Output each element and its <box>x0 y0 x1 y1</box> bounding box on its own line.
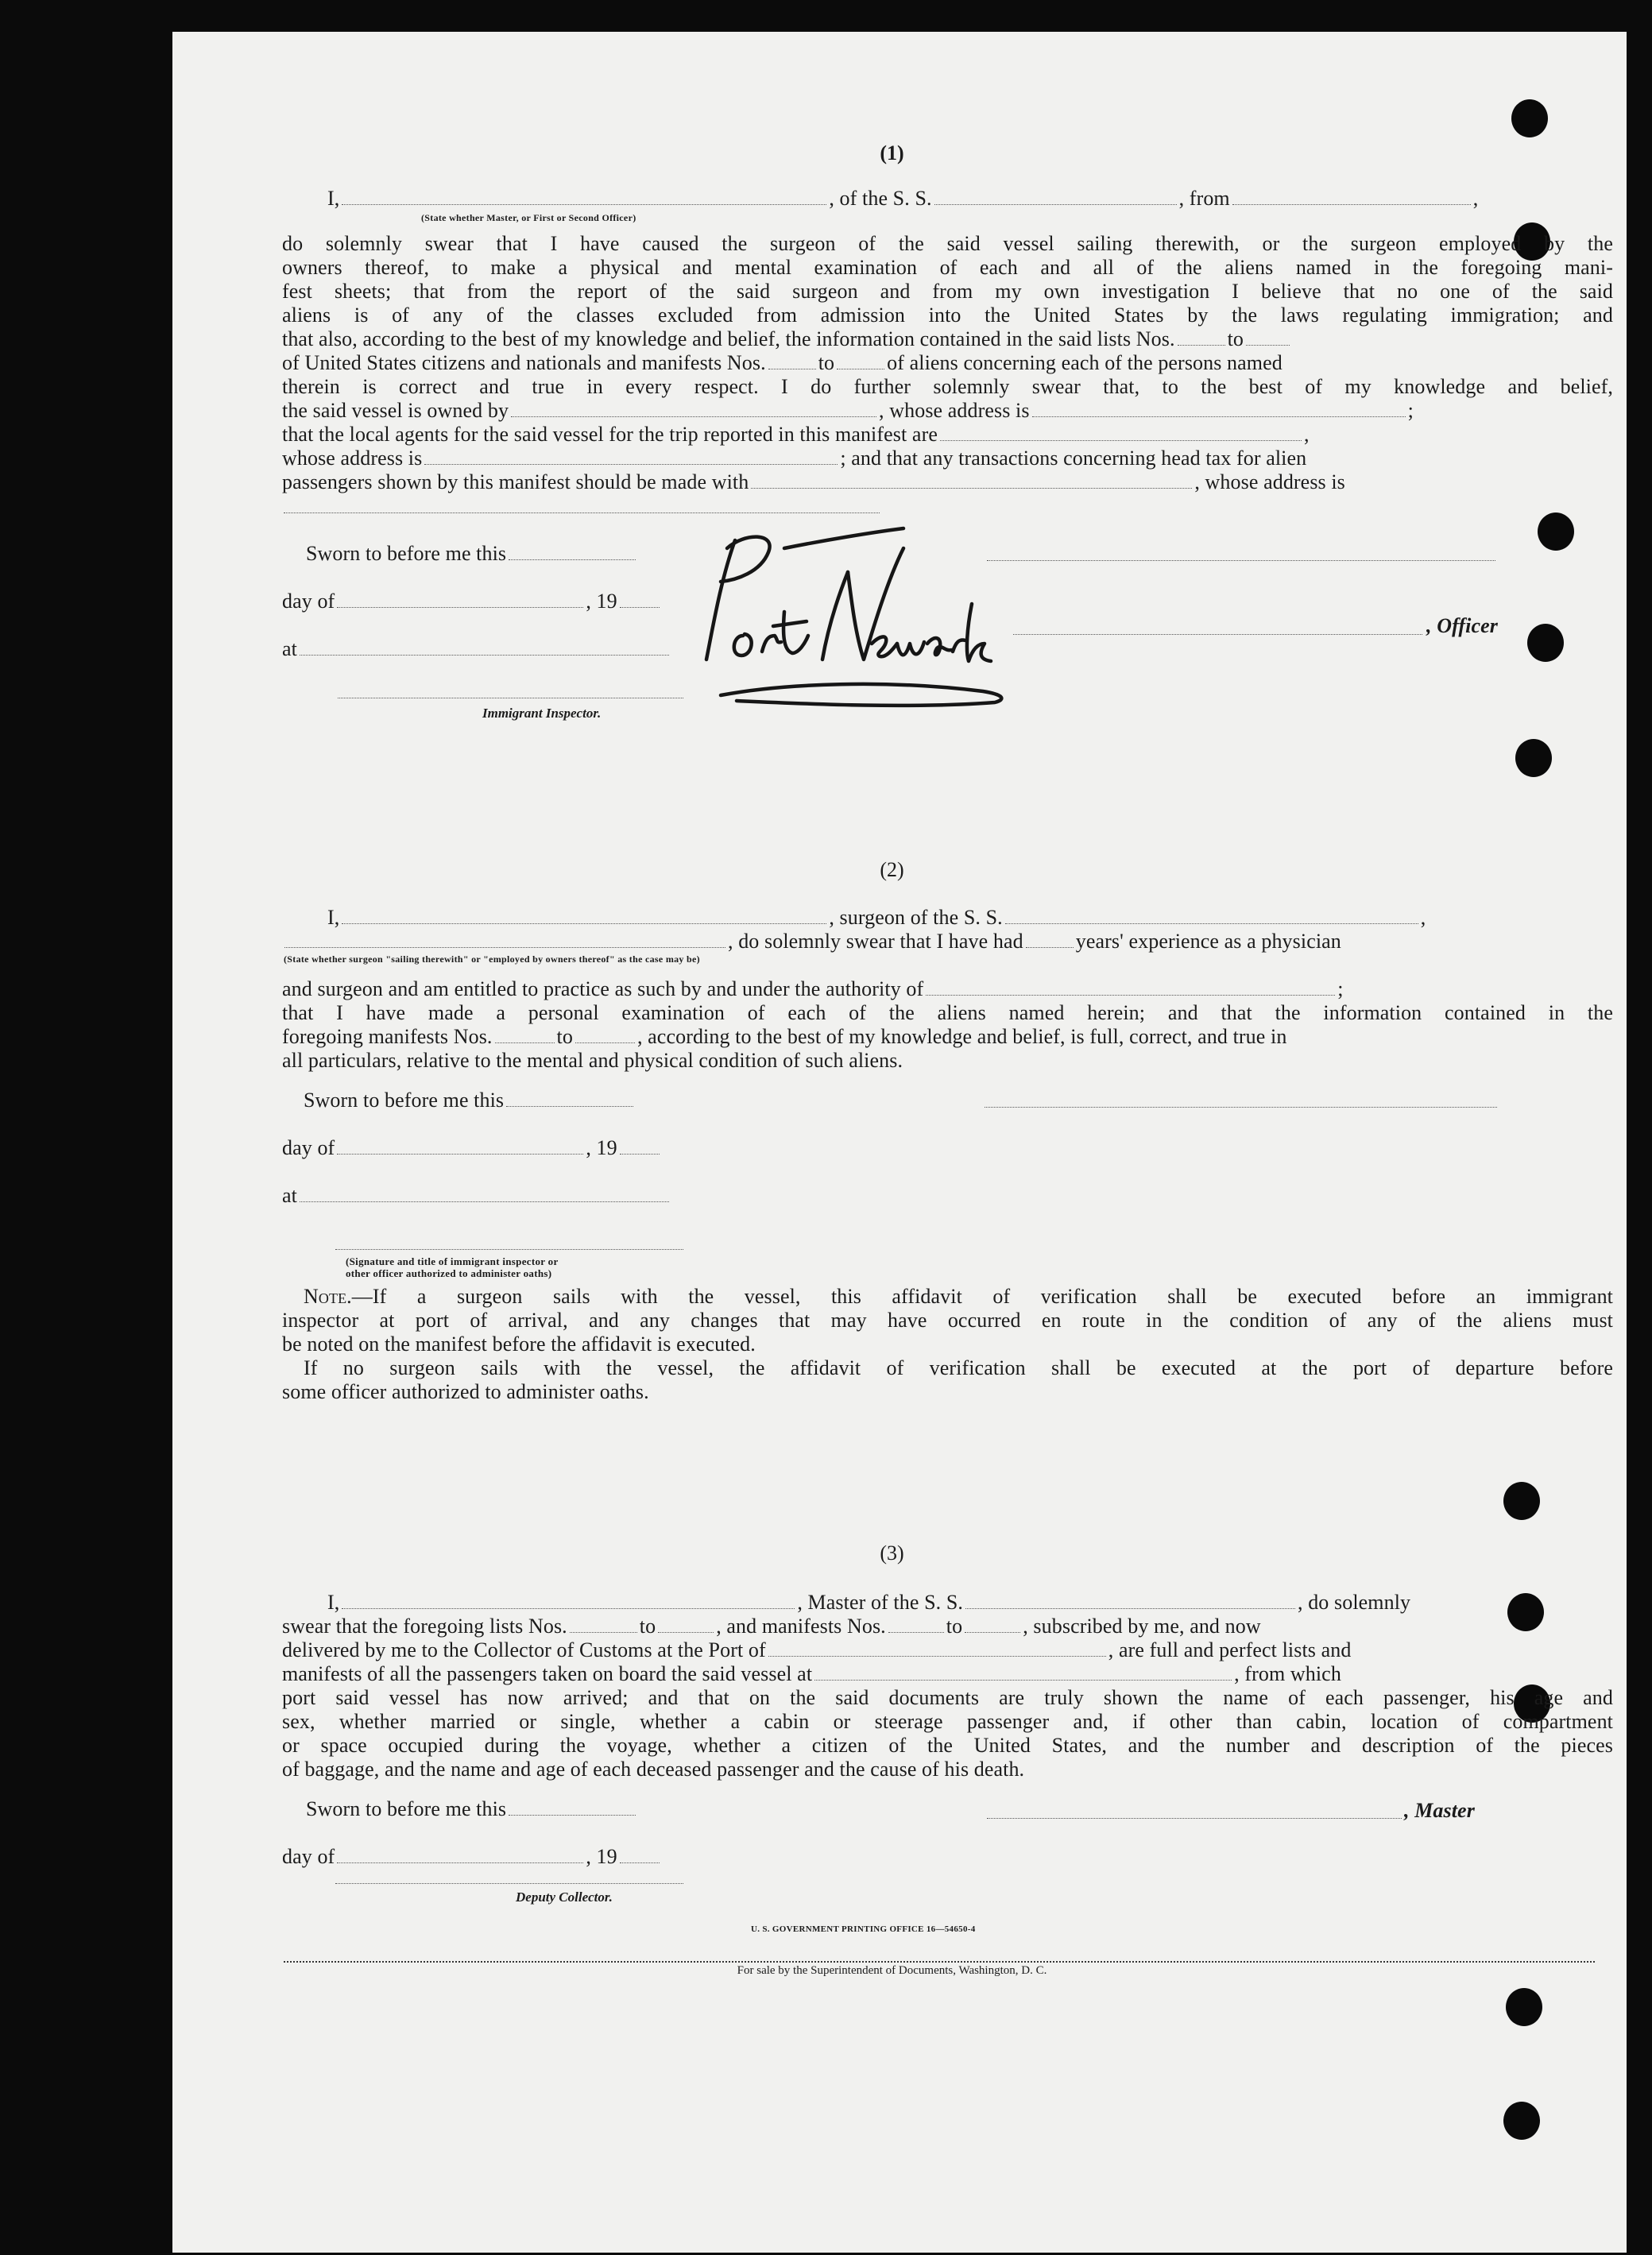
text: , of the S. S. <box>829 187 932 210</box>
vessel-field[interactable] <box>934 203 1177 205</box>
officer-hint: (State whether Master, or First or Second Officer) <box>421 212 636 223</box>
s3-sworn-day-field[interactable] <box>509 1814 636 1816</box>
text: , Master of the S. S. <box>797 1591 963 1614</box>
text: to <box>639 1615 656 1638</box>
officer-label: , Officer <box>1426 614 1498 637</box>
s2-year-field[interactable] <box>620 1153 660 1155</box>
s1-line-1 <box>327 187 1652 211</box>
text: , and manifests Nos. <box>716 1615 886 1638</box>
s1-officer-line-top <box>987 560 1495 561</box>
punch-hole <box>1506 1988 1542 2026</box>
text: , <box>1472 187 1479 210</box>
text: , from which <box>1234 1662 1341 1685</box>
text: delivered by me to the Collector of Customs at the Port of <box>282 1638 766 1661</box>
text: , 19 <box>586 1845 617 1868</box>
s3-vessel-field[interactable] <box>965 1607 1295 1609</box>
section-2-number: (2) <box>880 858 904 881</box>
s3-dayof <box>282 1845 662 1869</box>
text: , <box>1303 423 1310 446</box>
text: , do solemnly swear that I have had <box>728 930 1023 953</box>
text: whose address is <box>282 447 423 470</box>
s1-at <box>282 637 671 661</box>
s2-line-2 <box>282 930 1613 953</box>
text: ; <box>1337 977 1344 1000</box>
s1-officer-line <box>1013 634 1422 635</box>
text: , <box>1420 906 1426 929</box>
s1-para-line: owners thereof, to make a physical and mental examination of each and all of the aliens named in the foregoing mani- <box>282 256 1613 279</box>
text: of United States citizens and nationals and manifests Nos. <box>282 351 766 374</box>
text: that also, according to the best of my knowledge and belief, the information contained in the said lists Nos. <box>282 327 1175 350</box>
text: passengers shown by this manifest should be made with <box>282 470 749 493</box>
s1-sworn <box>306 542 638 566</box>
s2-at-field[interactable] <box>300 1201 669 1202</box>
text: to <box>1227 327 1244 350</box>
s1-para-line: therein is correct and true in every respect. I do further solemnly swear that, to the best of my knowledge and belief, <box>282 375 1613 398</box>
text: , do solemnly <box>1298 1591 1411 1614</box>
s2-at <box>282 1184 671 1208</box>
note-label: Note. <box>304 1285 352 1308</box>
text: I, <box>327 1591 340 1614</box>
signature-port-newark <box>689 524 1054 731</box>
s3-boarded-at-field[interactable] <box>814 1679 1232 1681</box>
authority-field[interactable] <box>926 994 1335 996</box>
s2-manifest-from-field[interactable] <box>495 1042 555 1043</box>
manifest-page <box>172 32 1627 2253</box>
s3-deputy-line <box>335 1883 683 1884</box>
footer-rule <box>284 1961 1595 1963</box>
manifest-from-field[interactable] <box>768 368 816 369</box>
agents-field[interactable] <box>940 439 1302 441</box>
headtax-field[interactable] <box>751 487 1192 489</box>
s3-para-line <box>282 1638 1613 1662</box>
s1-para-line <box>282 470 1613 494</box>
text: and surgeon and am entitled to practice as such by and under the authority of <box>282 977 924 1000</box>
note-line: inspector at port of arrival, and any changes that may have occurred en route in the condition of any of the aliens must <box>282 1309 1613 1332</box>
s3-para-line: or space occupied during the voyage, whether a citizen of the United States, and the number and description of the pieces <box>282 1734 1613 1757</box>
s1-para-line <box>282 447 1613 470</box>
s1-para-line <box>282 351 1613 375</box>
text: foregoing manifests Nos. <box>282 1025 493 1048</box>
surgeon-name-field[interactable] <box>342 922 826 924</box>
master-field[interactable] <box>342 203 826 205</box>
text: swear that the foregoing lists Nos. <box>282 1615 567 1638</box>
text: that the local agents for the said vessel for the trip reported in this manifest are <box>282 423 938 446</box>
text: , subscribed by me, and now <box>1023 1615 1261 1638</box>
punch-hole <box>1511 99 1548 137</box>
years-field[interactable] <box>1026 946 1074 948</box>
at-field[interactable] <box>300 654 669 656</box>
punch-hole <box>1503 2102 1540 2140</box>
text: Sworn to before me this <box>304 1089 505 1112</box>
deputy-label: Deputy Collector. <box>516 1889 613 1905</box>
manifest-to-field[interactable] <box>837 368 884 369</box>
note-line: If no surgeon sails with the vessel, the affidavit of verification shall be executed at the port of departure before <box>304 1356 1613 1379</box>
s1-para-line <box>282 423 1613 447</box>
section-1-number: (1) <box>880 141 904 164</box>
s1-para-line: fest sheets; that from the report of the said surgeon and from my own investigation I believe that no one of the said <box>282 280 1613 303</box>
s2-para-line: all particulars, relative to the mental and physical condition of such aliens. <box>282 1049 903 1072</box>
s1-address-line <box>284 512 880 513</box>
surgeon-status-field[interactable] <box>284 946 725 948</box>
punch-hole <box>1515 739 1552 777</box>
list-to-field[interactable] <box>1246 344 1290 346</box>
text: Sworn to before me this <box>306 1797 507 1820</box>
text: , 19 <box>586 590 617 613</box>
note-line: be noted on the manifest before the affidavit is executed. <box>282 1332 756 1356</box>
text: at <box>282 637 297 660</box>
printing-office: U. S. GOVERNMENT PRINTING OFFICE 16—54650-4 <box>751 1924 976 1934</box>
punch-hole <box>1527 624 1564 662</box>
s2-dayof <box>282 1136 662 1160</box>
s2-inspector-line <box>335 1249 683 1250</box>
sale-notice: For sale by the Superintendent of Documents, Washington, D. C. <box>737 1964 1047 1977</box>
section-3-number: (3) <box>880 1541 904 1565</box>
s2-sworn <box>304 1089 636 1112</box>
owner-address-field[interactable] <box>1032 416 1406 417</box>
sig-hint-1: (Signature and title of immigrant inspector or <box>346 1255 559 1267</box>
s3-list-to-field[interactable] <box>658 1631 714 1633</box>
text: day of <box>282 590 335 613</box>
text: , according to the best of my knowledge and belief, is full, correct, and true in <box>636 1025 1287 1048</box>
s1-para-line <box>282 399 1613 423</box>
punch-hole <box>1503 1482 1540 1520</box>
s2-para-line: that I have made a personal examination of each of the aliens named herein; and that the information contained in the <box>282 1001 1613 1024</box>
text: Sworn to before me this <box>306 542 507 565</box>
s2-line-1 <box>327 906 1652 930</box>
s3-manifest-to-field[interactable] <box>965 1631 1020 1633</box>
s3-para-line <box>282 1662 1613 1686</box>
text: —If a surgeon sails with the vessel, this affidavit of verification shall be executed before an immigrant <box>351 1285 1613 1308</box>
s3-line-1 <box>327 1591 1652 1615</box>
text: day of <box>282 1845 335 1868</box>
text: years' experience as a physician <box>1075 930 1341 953</box>
list-from-field[interactable] <box>1178 344 1225 346</box>
master-label: , Master <box>1404 1799 1475 1822</box>
text: manifests of all the passengers taken on board the said vessel at <box>282 1662 813 1685</box>
s3-para-line: port said vessel has now arrived; and that on the said documents are truly shown the name of each passenger, his age and <box>282 1686 1613 1709</box>
s3-para-line: sex, whether married or single, whether a cabin or steerage passenger and, if other than cabin, location of compartment <box>282 1710 1613 1733</box>
text: to <box>946 1615 963 1638</box>
surgeon-hint: (State whether surgeon "sailing therewith" or "employed by owners thereof" as the case may be) <box>284 953 700 965</box>
year-field[interactable] <box>620 606 660 608</box>
text: , surgeon of the S. S. <box>829 906 1003 929</box>
text: the said vessel is owned by <box>282 399 509 422</box>
punch-hole <box>1538 512 1574 551</box>
text: , 19 <box>586 1136 617 1159</box>
text: ; and that any transactions concerning head tax for alien <box>840 447 1307 470</box>
s1-para-line: aliens is of any of the classes excluded from admission into the United States by the laws regulating immigration; and <box>282 304 1613 327</box>
owner-field[interactable] <box>511 416 876 417</box>
text: I, <box>327 187 340 210</box>
text: of aliens concerning each of the persons named <box>887 351 1283 374</box>
agents-address-field[interactable] <box>424 463 838 465</box>
note-line <box>304 1285 1613 1309</box>
s1-dayof <box>282 590 662 613</box>
month-field[interactable] <box>337 606 583 608</box>
sig-hint-2: other officer authorized to administer oaths) <box>346 1267 552 1279</box>
text: I, <box>327 906 340 929</box>
s3-sworn <box>306 1797 638 1821</box>
s3-manifest-from-field[interactable] <box>888 1631 944 1633</box>
s3-port-field[interactable] <box>768 1655 1106 1657</box>
s2-surgeon-sign-line <box>985 1107 1497 1108</box>
s3-para-line <box>282 1615 1613 1638</box>
text: , are full and perfect lists and <box>1108 1638 1352 1661</box>
note-line: some officer authorized to administer oaths. <box>282 1380 649 1403</box>
s1-para-line <box>282 327 1613 351</box>
inspector-label: Immigrant Inspector. <box>482 706 602 721</box>
from-field[interactable] <box>1232 203 1471 205</box>
sworn-day-field[interactable] <box>509 559 636 560</box>
text: , whose address is <box>879 399 1030 422</box>
text: day of <box>282 1136 335 1159</box>
s3-para-line: of baggage, and the name and age of each deceased passenger and the cause of his death. <box>282 1758 1025 1781</box>
s1-para-line: do solemnly swear that I have caused the surgeon of the said vessel sailing therewith, or the surgeon employed by the <box>282 232 1613 255</box>
s2-para-line <box>282 977 1613 1001</box>
s3-list-from-field[interactable] <box>570 1631 637 1633</box>
s3-year-field[interactable] <box>620 1862 660 1863</box>
surgeon-vessel-field[interactable] <box>1005 922 1418 924</box>
s2-sworn-day-field[interactable] <box>506 1105 633 1107</box>
s3-master-sign-line <box>987 1818 1402 1819</box>
text: to <box>818 351 835 374</box>
s3-master-name-field[interactable] <box>342 1607 795 1609</box>
s3-month-field[interactable] <box>337 1862 583 1863</box>
text: ; <box>1407 399 1414 422</box>
s2-para-line <box>282 1025 1613 1049</box>
s2-month-field[interactable] <box>337 1153 583 1155</box>
s2-manifest-to-field[interactable] <box>575 1042 635 1043</box>
text: to <box>556 1025 573 1048</box>
text: at <box>282 1184 297 1207</box>
text: , whose address is <box>1194 470 1345 493</box>
text: , from <box>1178 187 1230 210</box>
